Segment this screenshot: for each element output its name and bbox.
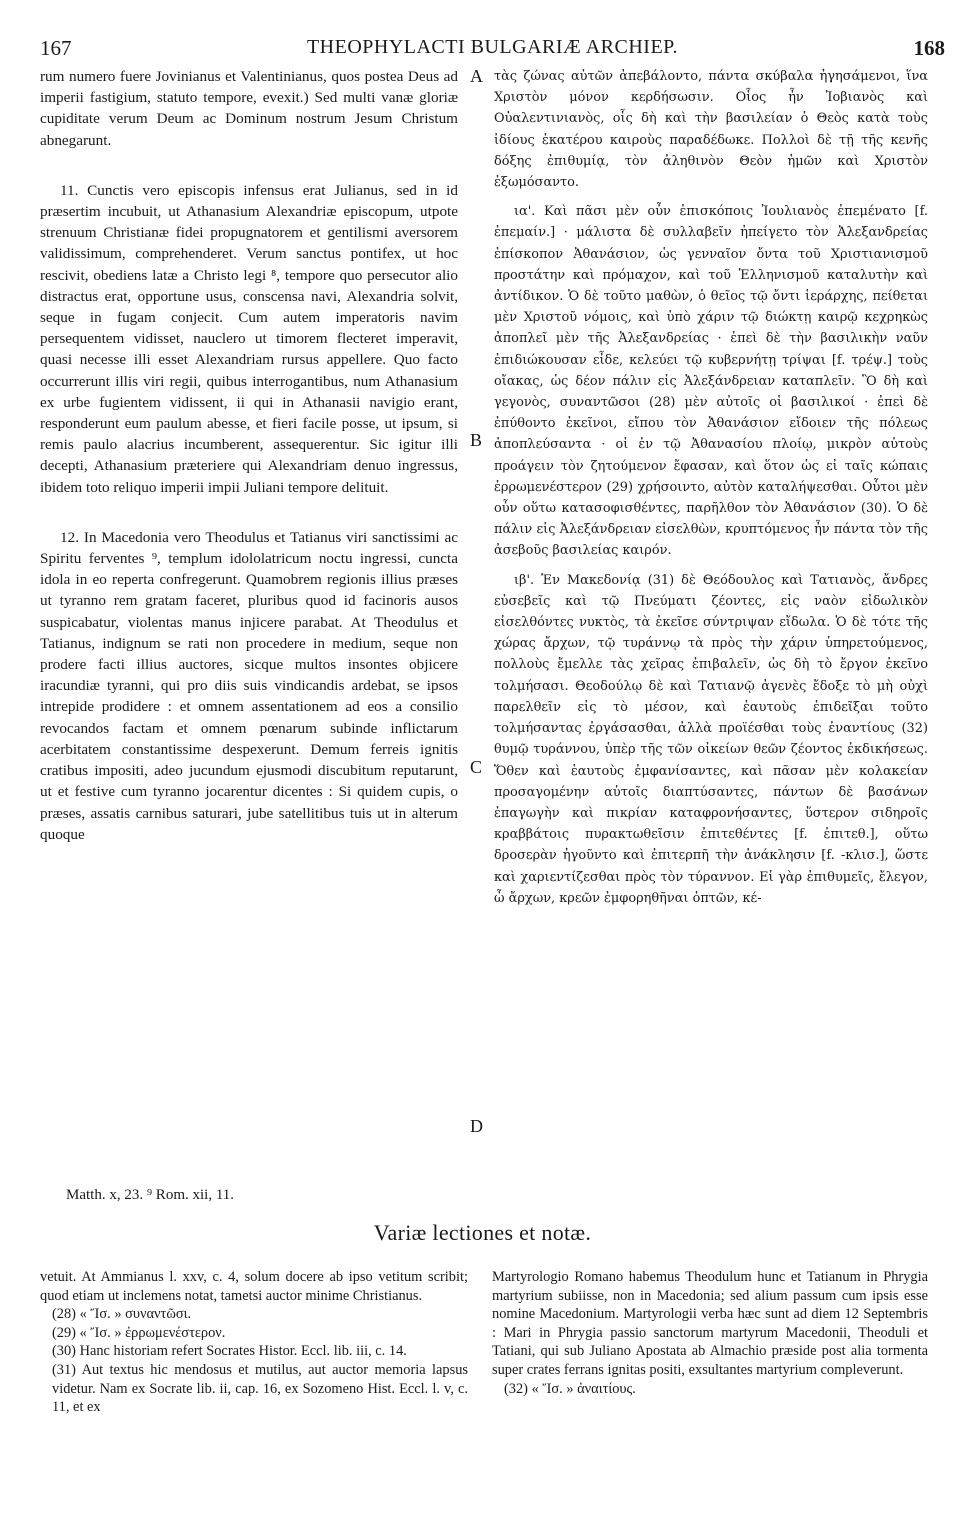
note-right-0: Martyrologio Romano habemus Theodulum hunc et Tatianum in Phrygia martyrium subiisse, non in Macedonia; sed alium passum cum ipsis esse nomine Macedonium. Martyrologii verba hæc sunt ad diem 12 Septembris : Mari in Phrygia passio sanctorum martyrum Macedonii, Theoduli et Tatiani, qui sub Juliano Apostata ab Almachio præside post alia tormenta super crates ferrans ignitas positi, exsultantes martyrium compleverunt.: [492, 1269, 928, 1378]
margin-letter-c: C: [470, 757, 483, 777]
scripture-footnote: Matth. x, 23. ⁹ Rom. xii, 11.: [66, 1187, 235, 1203]
notes-left-column: [40, 1268, 468, 1417]
margin-letter-b: B: [470, 430, 483, 450]
note-28: (28) « Ἴσ. » συναντῶσι.: [52, 1306, 192, 1323]
page-number-right: 168: [913, 36, 945, 60]
note-32: (32) « Ἴσ. » ἀναιτίους.: [504, 1380, 636, 1397]
greek-intro: τὰς ζώνας αὐτῶν ἀπεβάλοντο, πάντα σκύβαλα ἡγησάμενοι, ἵνα Χριστὸν μόνον κερδήσωσιν. Οἷος ἦν Ἰοβιανὸς καὶ Οὐαλεντινιανὸς, οἷς δὴ καὶ τὴν βασιλείαν ὁ Θεὸς κατὰ τοὺς ἰδίους ἑκατέρου καιροὺς παραδέδωκε. Πολλοὶ δὲ τῇ τῆς κενῆς δόξης ἐπιθυμίᾳ, τὸν ἀληθινὸν Θεὸν ἡμῶν καὶ Χριστὸν ἐξωμόσαντο.: [494, 69, 928, 191]
page-number-left: 167: [40, 36, 72, 60]
note-31: (31) Aut textus hic mendosus et mutilus, aut auctor memoria lapsus videtur. Nam ex Socrate lib. ii, cap. 16, ex Sozomeno Hist. Eccl. l. v, c. 11, et ex: [52, 1361, 468, 1416]
latin-column: [40, 66, 458, 845]
latin-intro: rum numero fuere Jovinianus et Valentinianus, quos postea Deus ad imperii fastigium, statuto tempore, evexit.) Sed multi vanæ gloriæ cupiditate verum Deum ac Dominum nostrum Jesum Christum abnegarunt.: [40, 68, 458, 149]
greek-paragraph-11: ια'. Καὶ πᾶσι μὲν οὖν ἐπισκόποις Ἰουλιανὸς ἐπεμένατο [f. ἐπεμαίν.] · μάλιστα δὲ συλλαβεῖν ἠπείγετο τὸν Ἀλεξανδρείας ἐπίσκοπον Ἀθανάσιον, ὡς γενναῖον ὄντα τοῦ Χριστιανισμοῦ προστάτην καὶ πρόμαχον, καὶ τοῦ Ἑλληνισμοῦ καταλυτὴν καὶ ἀντίδικον. Ὁ δὲ τοῦτο μαθὼν, ὁ θεῖος τῷ ὄντι ἱεράρχης, πείθεται μὲν Χριστοῦ νόμοις, καὶ ὑπὸ χάριν τῷ διώκτῃ καιρῷ κεχρηκὼς ἀποπλεῖ μὲν τῆς Ἀλεξανδρείας · ἐπεὶ δὲ τὴν βασιλικὴν ναῦν ἐπιδιώκουσαν εἶδε, κελεύει τῷ κυβερνήτῃ τρίψαι [f. τρέψ.] τοὺς οἴακας, ὡς δέον πάλιν εἰς Ἀλεξάνδρειαν καταπλεῖν. Ὃ δὴ καὶ γεγονὸς, συναντῶσοι (28) μὲν αὐτοῖς οἱ βασιλικοί · ἐπεὶ δὲ ἐπύθοντο ἐκεῖνοι, εἴπου τὸν Ἀθανάσιον εἴδοιεν τῆς πόλεως ἀποπλεύσαντα · οἱ ἐν τῷ Ἀθανασίου πλοίῳ, μικρὸν αὐτοὺς προάγειν τὸν ζητούμενον ἔφασαν, καὶ ὅτον ὡς εἰ ταῖς κώπαις ἐρρωμενέστερον (29) χρήσοιντο, αὐτὸν καταλήψεσθαι. Οὗτοι μὲν οὖν οὕτω κατασοφισθέντες, παρῆλθον τὸν Ἀθανάσιον (30). Ὁ δὲ πάλιν εἰς Ἀλεξάνδρειαν εἰσελθὼν, κρυπτόμενος ἦν πάντα τὸν τῆς ἀσεβοῦς βασιλείας καιρόν.: [494, 204, 928, 559]
variae-lectiones-heading: Variæ lectiones et notæ.: [373, 1220, 592, 1245]
note-30: (30) Hanc historiam refert Socrates Histor. Eccl. lib. iii, c. 14.: [52, 1343, 407, 1360]
running-header: [40, 36, 945, 66]
latin-paragraph-11: 11. Cunctis vero episcopis infensus erat Julianus, sed in id præsertim incubuit, ut Athanasium Alexandriæ episcopum, utpote strenuum Christianæ fidei propugnatorem et gentilismi aversorem validissimum, comprehenderet. Verum sanctus pontifex, ut hoc rescivit, obediens latæ a Christo legi ⁸, tempore quo persecutor alio distractus erat, opportune usus, conscensa navi, Alexandria solvit, seque in fugam conjecit. Cum autem imperatoris navim persequentem vidisset, nauclero ut timorem flecteret imperavit, quasi necesse illi esset Alexandriam rursus appellere. Quo facto occurrerunt illis viri regii, quibus interrogantibus, num Athanasium ex urbe fugientem vidissent, ii qui in Athanasii navigio erant, responderunt eum paulum abesse, et fieri facile posse, ut ipsum, si remis paulo alacrius incumberent, assequerentur. Sic igitur illi decepti, Athanasium præteriere qui Alexandriam denuo ingressus, ibidem toto reliquo imperii impii Juliani tempore delituit.: [40, 181, 458, 496]
margin-letter-a: A: [470, 66, 483, 86]
note-29: (29) « Ἴσ. » ἐρρωμενέστερον.: [52, 1324, 226, 1341]
running-title: THEOPHYLACTI BULGARIÆ ARCHIEP.: [306, 36, 679, 58]
note-left-0: vetuit. At Ammianus l. xxv, c. 4, solum docere ab ipso vetitum scribit; quod etiam ut inclemens notat, tametsi auctor minime Christianus.: [40, 1269, 468, 1304]
latin-paragraph-12: 12. In Macedonia vero Theodulus et Tatianus viri sanctissimi ac Spiritu ferventes ⁹, templum idololatricum noctu ingressi, cuncta idola in eo reperta confregerunt. Quamobrem regionis illius præses ut tyranno rem gratam faceret, pluribus quod id facinoris ausos suspicabatur, violentas manus injicere parabat. At Theodulus et Tatianus, indignum se rati non procedere in medium, seque non prodere facti illius auctores, sicque multos insontes objicere iracundiæ tyranni, qui pro diis suis vindicandis ardebat, se ipsos intrepide prodidere : et omnem assentationem ad eos a consilio revocandos factam et omnem pœnarum subinde inflictarum acerbitatem constantissime despexerunt. Demum ferreis ignitis cratibus impositi, adeo jucundum ejusmodi discubitum reputarunt, ut et festive cum tyranno jocarentur dicentes : Si quidem cupis, o præses, assatis carnibus saturari, jube satellitibus tuis ut in alterum quoque: [40, 528, 458, 843]
margin-letter-d: D: [470, 1116, 483, 1136]
greek-column: [494, 66, 928, 909]
greek-paragraph-12: ιβ'. Ἐν Μακεδονίᾳ (31) δὲ Θεόδουλος καὶ Τατιανὸς, ἄνδρες εὐσεβεῖς καὶ τῷ Πνεύματι ζέοντες, εἰς ναὸν εἰδωλικὸν εἰσελθόντες νυκτὸς, τὰ ἐκεῖσε σύντριψαν εἴδωλα. Ὁ δὲ τότε τῆς χώρας ἄρχων, τῷ τυράννῳ τὰ πρὸς τὴν χάριν ὑπηρετούμενος, πολλοὺς ἔμελλε τὰς χεῖρας ἐπιβαλεῖν, ὡς δὴ τὸ ἔργον ἐκεῖνο τολμήσασι. Θεοδούλῳ δὲ καὶ Τατιανῷ ἀγενὲς ἔδοξε τὸ μὴ οὐχὶ παρελθεῖν εἰς τὸ μέσον, καὶ ἑαυτοὺς ἐπιδεῖξαι τοῦτο τολμήσαντας ἐργάσασθαι, ἀλλὰ προϊέσθαι τοὺς ἐναντίους (32) θυμῷ τυράννου, ὑπὲρ τῆς τῶν οἰκείων θεῶν ζέοντος ἐκδικήσεως. Ὅθεν καὶ ἑαυτοὺς ἐμφανίσαντες, καὶ πᾶσαν μὲν κολακείαν προσαγομένην αὐτοῖς διαπτύσαντες, πάντων δὲ βασάνων ἐπαγωγὴν καὶ πικρίαν καταφρονήσαντες, ὕστερον σιδηροῖς κραββάτοις πυρακτωθεῖσιν ἐπιτεθέντες [f. ἐπιτεθ.], οὕτω δροσερὰν ἡγοῦντο καὶ ἐπιτερπῆ τὴν ἀνάκλησιν [f. -κλισ.], ὥστε καὶ χαριεντίζεσθαι πρὸς τὸν τύραννον. Εἰ γὰρ ἐπιθυμεῖς, ἔλεγον, ὦ ἄρχων, κρεῶν ἐμφορηθῆναι ὀπτῶν, κέ-: [494, 572, 928, 906]
notes-right-column: [492, 1268, 928, 1398]
